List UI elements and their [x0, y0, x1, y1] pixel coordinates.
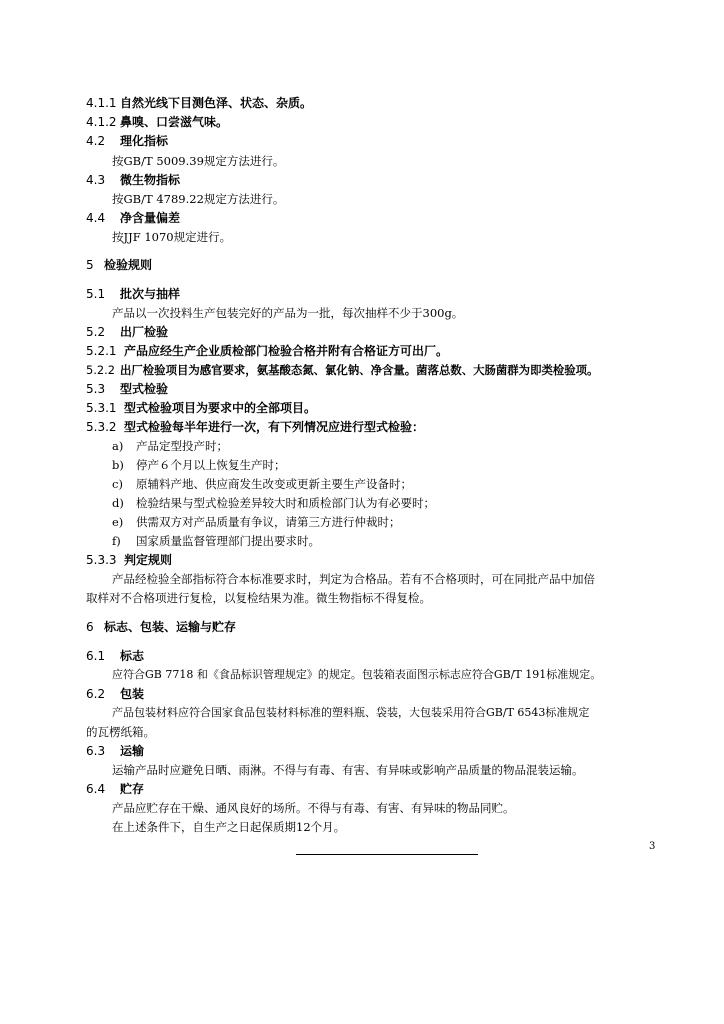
clause-number: 6.1	[86, 649, 106, 663]
clause-4-1-2	[86, 114, 664, 130]
body-text: 产品经检验全部指标符合本标准要求时，判定为合格品。若有不合格项时，可在同批产品中加倍	[112, 572, 595, 586]
body-text: 产品以一次投料生产包装完好的产品为一批，每次抽样不少于300g。	[112, 306, 464, 320]
clause-number: 6.2	[86, 687, 106, 701]
clause-number: 5.3.1	[86, 401, 117, 415]
clause-text: 检验规则	[104, 258, 153, 272]
clause-4-1-1	[86, 95, 664, 111]
list-text: 产品定型投产时；	[136, 439, 228, 453]
body-text: 产品应贮存在干燥、通风良好的场所。不得与有毒、有害、有异味的物品同贮。	[112, 801, 515, 815]
clause-text: 出厂检验	[120, 325, 169, 339]
clause-text: 出厂检验项目为感官要求，氨基酸态氮、氯化钠、净含量。菌落总数、大肠菌群为即类检验项。	[120, 363, 599, 377]
list-marker: d)	[112, 496, 124, 510]
page-number: 3	[649, 841, 656, 852]
clause-number: 5	[86, 258, 94, 272]
clause-text: 自然光线下目测色泽、状态、杂质。	[120, 96, 313, 110]
clause-text: 型式检验项目为要求中的全部项目。	[124, 401, 317, 415]
section-6-4-heading	[86, 781, 664, 797]
body-text: 应符合GB 7718 和《食品标识管理规定》的规定。包装箱表面图示标志应符合GB/T 191标准规定。	[112, 668, 602, 681]
section-5-3-heading	[86, 381, 664, 397]
clause-number: 5.3.3	[86, 553, 117, 567]
clause-number: 5.3	[86, 382, 106, 396]
section-5-heading	[86, 257, 664, 273]
clause-text: 包装	[120, 687, 145, 701]
section-5-2-heading	[86, 324, 664, 340]
list-marker: b)	[112, 458, 124, 472]
list-text: 停产６个月以上恢复生产时；	[136, 458, 286, 472]
clause-5-2-2	[86, 362, 664, 378]
list-item	[112, 533, 664, 549]
section-4-3-heading	[86, 172, 664, 188]
list-item	[112, 438, 664, 454]
clause-text: 运输	[120, 744, 145, 758]
clause-number: 5.2.1	[86, 344, 117, 358]
clause-5-2-1	[86, 343, 664, 359]
clause-number: 4.1.1	[86, 96, 117, 110]
body-text: 在上述条件下，自生产之日起保质期12个月。	[112, 820, 346, 834]
section-4-2-heading	[86, 133, 664, 149]
section-4-4-heading	[86, 210, 664, 226]
clause-number: 4.2	[86, 134, 106, 148]
clause-number: 5.1	[86, 287, 106, 301]
clause-number: 5.3.2	[86, 420, 117, 434]
body-text: 按GB/T 5009.39规定方法进行。	[112, 154, 285, 168]
clause-text: 型式检验每半年进行一次，有下列情况应进行型式检验：	[124, 420, 425, 434]
list-text: 国家质量监督管理部门提出要求时。	[136, 534, 320, 548]
body-text: 取样对不合格项进行复检，以复检结果为准。微生物指标不得复检。	[86, 591, 431, 605]
clause-number: 6	[86, 620, 94, 634]
list-text: 检验结果与型式检验差异较大时和质检部门认为有必要时；	[136, 496, 435, 510]
section-6-3-heading	[86, 743, 664, 759]
section-6-2-heading	[86, 686, 664, 702]
clause-text: 产品应经生产企业质检部门检验合格并附有合格证方可出厂。	[124, 344, 449, 358]
clause-text: 判定规则	[124, 553, 173, 567]
section-5-1-heading	[86, 286, 664, 302]
body-text: 的瓦楞纸箱。	[86, 725, 155, 739]
list-marker: a)	[112, 439, 124, 453]
body-text: 按GB/T 4789.22规定方法进行。	[112, 192, 285, 206]
clause-number: 4.3	[86, 173, 106, 187]
clause-number: 5.2.2	[86, 363, 115, 377]
list-text: 原辅料产地、供应商发生改变或更新主要生产设备时；	[136, 477, 412, 491]
clause-number: 5.2	[86, 325, 106, 339]
clause-text: 标志、包装、运输与贮存	[104, 620, 237, 634]
body-text: 产品包装材料应符合国家食品包装材料标准的塑料瓶、袋装，大包装采用符合GB/T 6543标准规定	[112, 706, 590, 719]
section-6-heading	[86, 619, 664, 635]
body-text: 按JJF 1070规定进行。	[112, 230, 232, 244]
list-item	[112, 476, 664, 492]
list-item	[112, 457, 664, 473]
clause-text: 理化指标	[120, 134, 169, 148]
clause-text: 标志	[120, 649, 145, 663]
clause-text: 批次与抽样	[120, 287, 181, 301]
list-marker: e)	[112, 515, 124, 529]
clause-text: 鼻嗅、口尝滋气味。	[120, 115, 229, 129]
clause-number: 4.4	[86, 211, 106, 225]
clause-number: 4.1.2	[86, 115, 117, 129]
clause-text: 贮存	[120, 782, 145, 796]
section-6-1-heading	[86, 648, 664, 664]
clause-number: 6.3	[86, 744, 106, 758]
footer-rule	[296, 854, 478, 855]
clause-text: 净含量偏差	[120, 211, 181, 225]
list-marker: f)	[112, 534, 121, 548]
clause-text: 微生物指标	[120, 173, 181, 187]
list-item	[112, 495, 664, 511]
clause-5-3-2	[86, 419, 664, 435]
list-item	[112, 514, 664, 530]
body-text: 运输产品时应避免日晒、雨淋。不得与有毒、有害、有异味或影响产品质量的物品混装运输。	[112, 763, 584, 777]
clause-5-3-1	[86, 400, 664, 416]
clause-text: 型式检验	[120, 382, 169, 396]
list-text: 供需双方对产品质量有争议，请第三方进行仲裁时；	[136, 515, 401, 529]
list-marker: c)	[112, 477, 123, 491]
clause-number: 6.4	[86, 782, 106, 796]
clause-5-3-3	[86, 552, 664, 568]
